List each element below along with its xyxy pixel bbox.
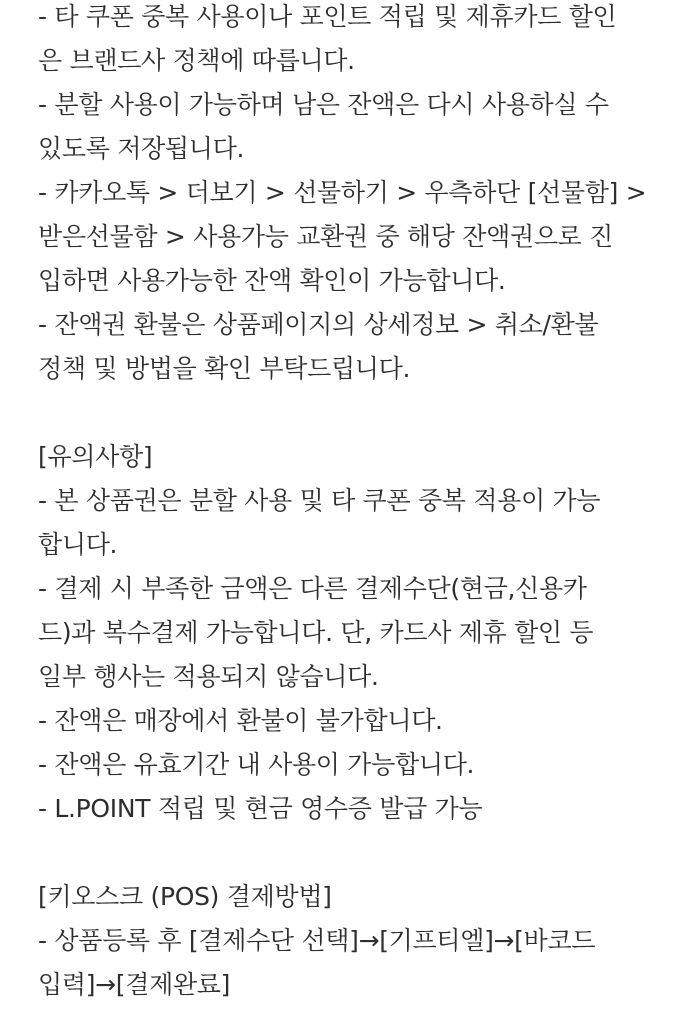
caution-line: - 본 상품권은 분할 사용 및 타 쿠폰 중복 적용이 가능 xyxy=(38,486,601,515)
caution-line: 합니다. xyxy=(38,530,118,559)
caution-line: - 결제 시 부족한 금액은 다른 결제수단(현금,신용카 xyxy=(38,574,587,603)
section-spacer xyxy=(38,391,668,435)
notice-line: 은 브랜드사 정책에 따릅니다. xyxy=(38,46,355,75)
kiosk-line: - 상품등록 후 [결제수단 선택]→[기프티엘]→[바코드 xyxy=(38,926,596,955)
caution-line: 드)과 복수결제 가능합니다. 단, 카드사 제휴 할인 등 xyxy=(38,618,594,647)
section-spacer xyxy=(38,831,668,875)
notice-line: - 분할 사용이 가능하며 남은 잔액은 다시 사용하실 수 xyxy=(38,90,609,119)
caution-line: - 잔액은 유효기간 내 사용이 가능합니다. xyxy=(38,750,475,779)
caution-line: - L.POINT 적립 및 현금 영수증 발급 가능 xyxy=(38,794,483,823)
caution-line: - 잔액은 매장에서 환불이 불가합니다. xyxy=(38,706,443,735)
kiosk-heading: [키오스크 (POS) 결제방법] xyxy=(38,882,332,911)
notice-line: 정책 및 방법을 확인 부탁드립니다. xyxy=(38,354,411,383)
notice-line: 받은선물함 > 사용가능 교환권 중 해당 잔액권으로 진 xyxy=(38,222,614,251)
notice-line: 있도록 저장됩니다. xyxy=(38,134,245,163)
notice-line: - 카카오톡 > 더보기 > 선물하기 > 우측하단 [선물함] > xyxy=(38,178,647,207)
caution-line: 일부 행사는 적용되지 않습니다. xyxy=(38,662,379,691)
notice-line: 입하면 사용가능한 잔액 확인이 가능합니다. xyxy=(38,266,506,295)
notice-line: - 잔액권 환불은 상품페이지의 상세정보 > 취소/환불 xyxy=(38,310,599,339)
notice-line: - 타 쿠폰 중복 사용이나 포인트 적립 및 제휴카드 할인 xyxy=(38,2,617,31)
caution-heading: [유의사항] xyxy=(38,442,153,471)
kiosk-line: 입력]→[결제완료] xyxy=(38,970,231,999)
